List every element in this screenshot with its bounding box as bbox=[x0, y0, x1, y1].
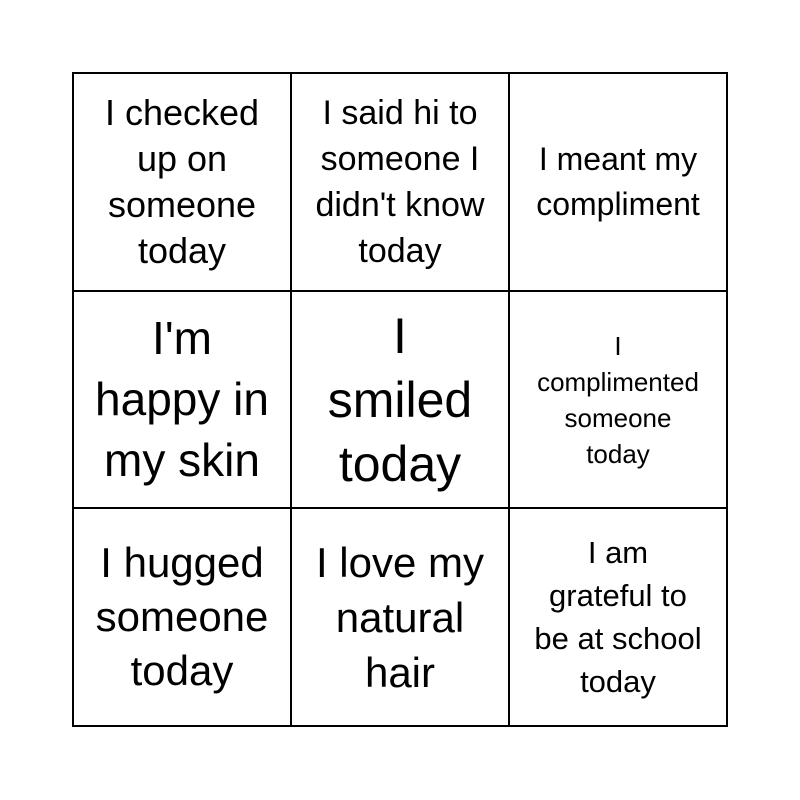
cell-text: I meant my compliment bbox=[536, 141, 700, 222]
bingo-cell-5[interactable] bbox=[292, 292, 510, 509]
cell-text: I am grateful to be at school today bbox=[534, 535, 702, 699]
bingo-cell-6[interactable] bbox=[510, 292, 726, 509]
bingo-cell-7[interactable] bbox=[74, 509, 292, 725]
cell-text: I love my natural hair bbox=[315, 538, 485, 696]
bingo-cell-4[interactable] bbox=[74, 292, 292, 509]
bingo-cell-1[interactable] bbox=[74, 74, 292, 292]
bingo-board bbox=[72, 72, 728, 727]
cell-text: I said hi to someone I didn't know today bbox=[315, 94, 485, 270]
cell-text: I complimented someone today bbox=[537, 330, 699, 469]
cell-text: I hugged someone today bbox=[95, 539, 269, 694]
bingo-cell-3[interactable] bbox=[510, 74, 726, 292]
bingo-cell-2[interactable] bbox=[292, 74, 510, 292]
cell-text: I smiled today bbox=[327, 307, 473, 492]
cell-text: I'm happy in my skin bbox=[95, 312, 269, 486]
bingo-cell-9[interactable] bbox=[510, 509, 726, 725]
bingo-cell-8[interactable] bbox=[292, 509, 510, 725]
cell-text: I checked up on someone today bbox=[104, 92, 260, 271]
